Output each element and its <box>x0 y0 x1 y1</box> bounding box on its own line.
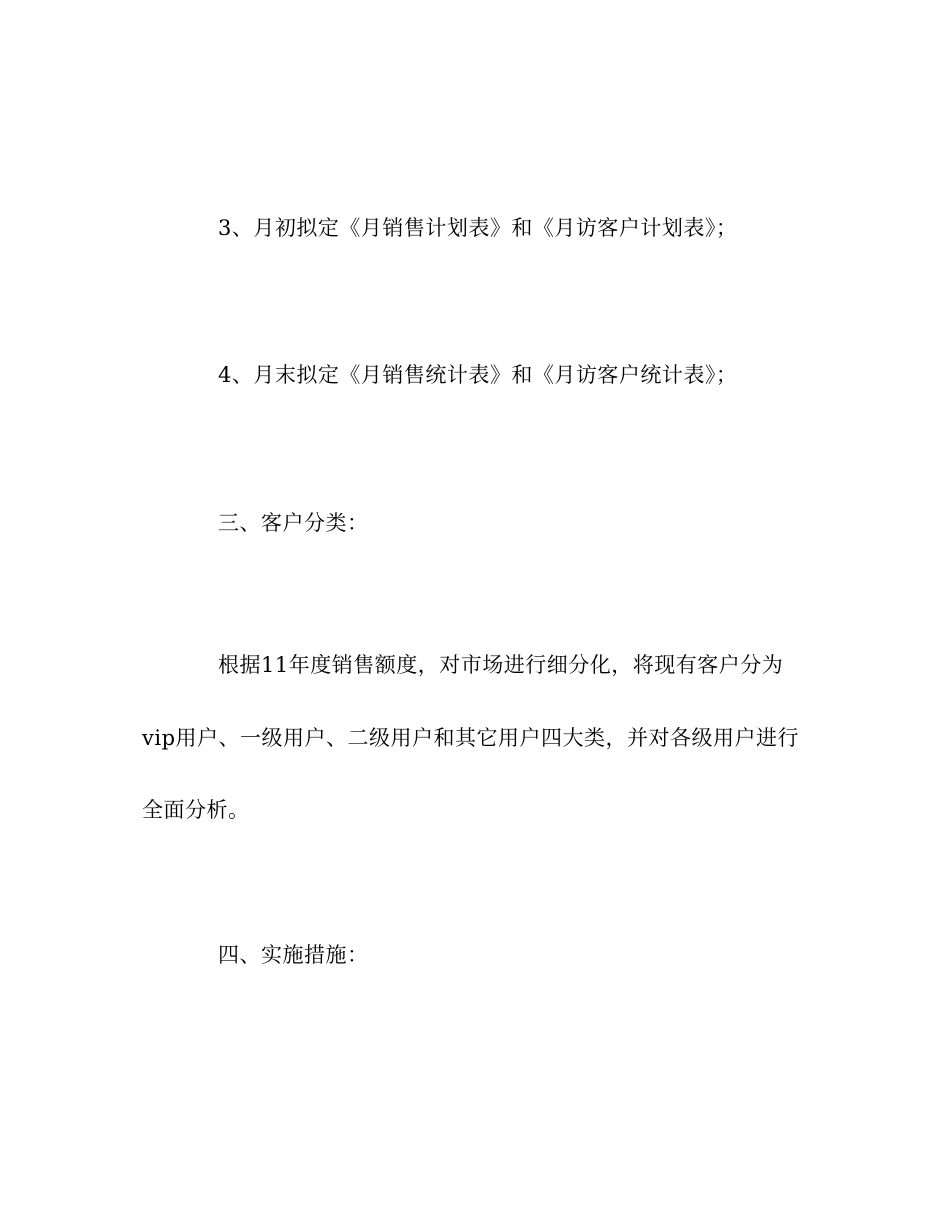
paragraph-line: vip用户、一级用户、二级用户和其它用户四大类，并对各级用户进行 <box>142 726 800 750</box>
list-item-monthly-plan: 3、月初拟定《月销售计划表》和《月访客户计划表》； <box>218 216 738 240</box>
section-heading-implementation-measures: 四、实施措施： <box>218 943 369 967</box>
paragraph-line: 根据11年度销售额度，对市场进行细分化，将现有客户分为 <box>218 653 784 677</box>
paragraph-line: 全面分析。 <box>142 798 250 822</box>
section-heading-customer-classification: 三、客户分类： <box>218 511 369 535</box>
list-item-monthly-statistics: 4、月末拟定《月销售统计表》和《月访客户统计表》； <box>218 363 738 387</box>
